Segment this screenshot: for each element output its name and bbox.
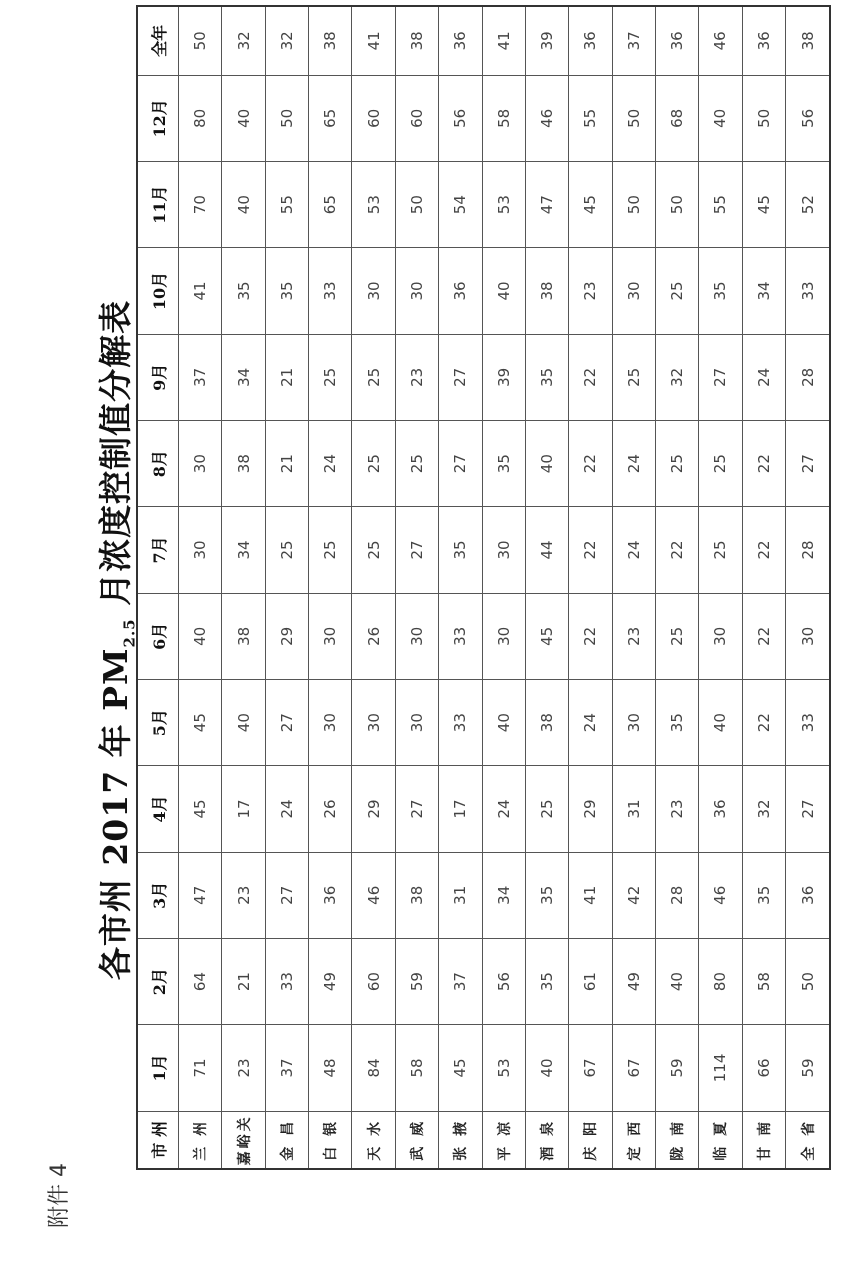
table-cell: 40 <box>699 75 742 161</box>
table-cell: 25 <box>699 507 742 593</box>
table-cell: 39 <box>525 6 568 75</box>
table-cell: 70 <box>179 162 222 248</box>
table-cell: 35 <box>222 248 265 334</box>
table-cell: 71 <box>179 1025 222 1111</box>
table-cell: 30 <box>482 507 525 593</box>
table-cell: 22 <box>655 507 698 593</box>
table-cell: 47 <box>525 162 568 248</box>
table-cell: 33 <box>309 248 352 334</box>
table-cell: 23 <box>395 334 438 420</box>
table-cell: 25 <box>699 420 742 506</box>
table-cell: 25 <box>655 593 698 679</box>
row-city-name: 武 威 <box>395 1111 438 1169</box>
table-cell: 41 <box>179 248 222 334</box>
table-cell: 41 <box>352 6 395 75</box>
table-cell: 38 <box>222 420 265 506</box>
table-cell: 65 <box>309 75 352 161</box>
table-cell: 24 <box>309 420 352 506</box>
table-cell: 22 <box>742 507 785 593</box>
table-cell: 35 <box>439 507 482 593</box>
table-cell: 25 <box>352 507 395 593</box>
table-cell: 41 <box>569 852 612 938</box>
table-row <box>786 6 830 1169</box>
table-cell: 32 <box>655 334 698 420</box>
table-cell: 37 <box>439 938 482 1024</box>
table-cell: 23 <box>612 593 655 679</box>
table-cell: 35 <box>525 852 568 938</box>
table-cell: 60 <box>395 75 438 161</box>
title-suffix: 月浓度控制值分解表 <box>96 299 135 619</box>
table-cell: 25 <box>309 507 352 593</box>
table-row <box>352 6 395 1169</box>
table-cell: 55 <box>699 162 742 248</box>
table-cell: 67 <box>612 1025 655 1111</box>
table-row <box>525 6 568 1169</box>
table-cell: 40 <box>222 162 265 248</box>
row-city-name: 张 掖 <box>439 1111 482 1169</box>
table-cell: 35 <box>525 938 568 1024</box>
table-cell: 36 <box>439 6 482 75</box>
table-cell: 56 <box>786 75 830 161</box>
table-cell: 27 <box>699 334 742 420</box>
table-cell: 22 <box>569 334 612 420</box>
table-cell: 37 <box>612 6 655 75</box>
table-cell: 24 <box>482 766 525 852</box>
table-cell: 24 <box>612 507 655 593</box>
table-cell: 46 <box>699 6 742 75</box>
table-cell: 38 <box>395 6 438 75</box>
column-header: 2月 <box>137 938 179 1024</box>
table-cell: 17 <box>439 766 482 852</box>
table-cell: 28 <box>786 507 830 593</box>
table-cell: 31 <box>439 852 482 938</box>
table-cell: 84 <box>352 1025 395 1111</box>
table-cell: 80 <box>699 938 742 1024</box>
table-cell: 42 <box>612 852 655 938</box>
table-cell: 22 <box>742 420 785 506</box>
table-cell: 24 <box>612 420 655 506</box>
column-header: 1月 <box>137 1025 179 1111</box>
table-cell: 40 <box>222 679 265 765</box>
table-cell: 46 <box>352 852 395 938</box>
table-cell: 30 <box>395 679 438 765</box>
table-cell: 55 <box>569 75 612 161</box>
table-cell: 34 <box>482 852 525 938</box>
table-cell: 46 <box>699 852 742 938</box>
table-cell: 24 <box>742 334 785 420</box>
table-cell: 67 <box>569 1025 612 1111</box>
table-cell: 34 <box>742 248 785 334</box>
pm25-monthly-table <box>136 5 831 1170</box>
table-cell: 45 <box>439 1025 482 1111</box>
table-cell: 59 <box>655 1025 698 1111</box>
table-cell: 58 <box>742 938 785 1024</box>
table-cell: 25 <box>655 420 698 506</box>
table-cell: 35 <box>525 334 568 420</box>
table-cell: 45 <box>179 679 222 765</box>
table-cell: 53 <box>352 162 395 248</box>
table-cell: 23 <box>222 852 265 938</box>
table-cell: 31 <box>612 766 655 852</box>
table-cell: 33 <box>265 938 308 1024</box>
table-cell: 37 <box>179 334 222 420</box>
row-city-name: 金 昌 <box>265 1111 308 1169</box>
table-row <box>699 6 742 1169</box>
row-city-name: 嘉峪关 <box>222 1111 265 1169</box>
row-city-name: 甘 南 <box>742 1111 785 1169</box>
title-subscript: 2.5 <box>120 618 139 648</box>
table-cell: 30 <box>352 679 395 765</box>
table-cell: 35 <box>265 248 308 334</box>
attachment-label: 附件 4 <box>47 1163 72 1228</box>
table-cell: 25 <box>612 334 655 420</box>
table-cell: 50 <box>786 938 830 1024</box>
table-cell: 25 <box>352 420 395 506</box>
table-cell: 27 <box>265 852 308 938</box>
table-cell: 54 <box>439 162 482 248</box>
table-cell: 55 <box>265 162 308 248</box>
table-cell: 21 <box>265 334 308 420</box>
table-cell: 32 <box>742 766 785 852</box>
table-cell: 44 <box>525 507 568 593</box>
table-cell: 52 <box>786 162 830 248</box>
table-cell: 50 <box>742 75 785 161</box>
table-cell: 30 <box>612 679 655 765</box>
table-row <box>569 6 612 1169</box>
table-cell: 23 <box>655 766 698 852</box>
table-cell: 28 <box>786 334 830 420</box>
table-row <box>482 6 525 1169</box>
table-cell: 27 <box>395 766 438 852</box>
row-city-name: 平 凉 <box>482 1111 525 1169</box>
column-header: 8月 <box>137 420 179 506</box>
table-cell: 27 <box>265 679 308 765</box>
column-header: 9月 <box>137 334 179 420</box>
table-cell: 40 <box>655 938 698 1024</box>
table-cell: 30 <box>309 679 352 765</box>
table-cell: 38 <box>222 593 265 679</box>
table-cell: 38 <box>309 6 352 75</box>
table-cell: 40 <box>525 1025 568 1111</box>
table-cell: 56 <box>482 938 525 1024</box>
row-city-name: 陇 南 <box>655 1111 698 1169</box>
table-cell: 30 <box>179 420 222 506</box>
table-cell: 26 <box>309 766 352 852</box>
column-header: 3月 <box>137 852 179 938</box>
table-cell: 50 <box>395 162 438 248</box>
table-cell: 36 <box>309 852 352 938</box>
table-title <box>90 0 139 1280</box>
table-cell: 45 <box>569 162 612 248</box>
table-cell: 59 <box>786 1025 830 1111</box>
table-cell: 33 <box>786 679 830 765</box>
table-cell: 36 <box>569 6 612 75</box>
table-cell: 40 <box>179 593 222 679</box>
table-cell: 37 <box>265 1025 308 1111</box>
table-cell: 36 <box>742 6 785 75</box>
column-header: 全年 <box>137 6 179 75</box>
column-header-city: 市 州 <box>137 1111 179 1169</box>
table-cell: 30 <box>612 248 655 334</box>
table-cell: 28 <box>655 852 698 938</box>
table-cell: 41 <box>482 6 525 75</box>
table-cell: 25 <box>395 420 438 506</box>
row-city-name: 定 西 <box>612 1111 655 1169</box>
table-row <box>439 6 482 1169</box>
table-cell: 25 <box>525 766 568 852</box>
table-cell: 22 <box>569 420 612 506</box>
table-row <box>179 6 222 1169</box>
table-cell: 40 <box>482 679 525 765</box>
column-header: 11月 <box>137 162 179 248</box>
table-cell: 32 <box>265 6 308 75</box>
table-cell: 27 <box>395 507 438 593</box>
table-cell: 50 <box>655 162 698 248</box>
table-row <box>612 6 655 1169</box>
table-cell: 30 <box>309 593 352 679</box>
row-city-name: 临 夏 <box>699 1111 742 1169</box>
table-cell: 49 <box>309 938 352 1024</box>
table-cell: 58 <box>395 1025 438 1111</box>
table-cell: 27 <box>439 420 482 506</box>
table-cell: 22 <box>569 593 612 679</box>
column-header: 10月 <box>137 248 179 334</box>
table-cell: 30 <box>352 248 395 334</box>
table-cell: 38 <box>395 852 438 938</box>
table-cell: 17 <box>222 766 265 852</box>
table-row <box>395 6 438 1169</box>
table-cell: 68 <box>655 75 698 161</box>
table-cell: 56 <box>439 75 482 161</box>
table-cell: 21 <box>265 420 308 506</box>
table-cell: 45 <box>179 766 222 852</box>
table-cell: 30 <box>395 248 438 334</box>
table-cell: 27 <box>786 420 830 506</box>
table-cell: 53 <box>482 1025 525 1111</box>
table-cell: 35 <box>655 679 698 765</box>
table-row <box>309 6 352 1169</box>
title-prefix: 各市州 2017 年 PM <box>96 647 135 981</box>
table-cell: 35 <box>742 852 785 938</box>
table-cell: 22 <box>742 679 785 765</box>
table-cell: 60 <box>352 938 395 1024</box>
row-city-name: 酒 泉 <box>525 1111 568 1169</box>
table-cell: 22 <box>569 507 612 593</box>
table-cell: 49 <box>612 938 655 1024</box>
table-cell: 59 <box>395 938 438 1024</box>
column-header: 5月 <box>137 679 179 765</box>
row-city-name: 全 省 <box>786 1111 830 1169</box>
table-cell: 50 <box>179 6 222 75</box>
table-cell: 48 <box>309 1025 352 1111</box>
table-cell: 29 <box>265 593 308 679</box>
table-cell: 53 <box>482 162 525 248</box>
table-cell: 35 <box>699 248 742 334</box>
table-cell: 38 <box>525 679 568 765</box>
row-city-name: 庆 阳 <box>569 1111 612 1169</box>
table-cell: 33 <box>439 679 482 765</box>
table-cell: 34 <box>222 507 265 593</box>
table-cell: 45 <box>525 593 568 679</box>
row-city-name: 白 银 <box>309 1111 352 1169</box>
table-cell: 61 <box>569 938 612 1024</box>
table-cell: 39 <box>482 334 525 420</box>
table-cell: 36 <box>655 6 698 75</box>
table-row <box>265 6 308 1169</box>
table-cell: 50 <box>265 75 308 161</box>
table-header-row <box>137 6 179 1169</box>
table-body <box>179 6 831 1169</box>
table-cell: 24 <box>265 766 308 852</box>
table-cell: 22 <box>742 593 785 679</box>
table-cell: 36 <box>439 248 482 334</box>
table-cell: 32 <box>222 6 265 75</box>
table-cell: 25 <box>309 334 352 420</box>
table-cell: 30 <box>179 507 222 593</box>
table-cell: 58 <box>482 75 525 161</box>
column-header: 6月 <box>137 593 179 679</box>
table-cell: 60 <box>352 75 395 161</box>
table-row <box>742 6 785 1169</box>
table-cell: 23 <box>222 1025 265 1111</box>
table-cell: 46 <box>525 75 568 161</box>
table-cell: 36 <box>786 852 830 938</box>
table-cell: 34 <box>222 334 265 420</box>
table-cell: 24 <box>569 679 612 765</box>
table-cell: 47 <box>179 852 222 938</box>
table-cell: 33 <box>786 248 830 334</box>
table-cell: 40 <box>699 679 742 765</box>
column-header: 12月 <box>137 75 179 161</box>
table-cell: 30 <box>395 593 438 679</box>
row-city-name: 兰 州 <box>179 1111 222 1169</box>
table-cell: 30 <box>786 593 830 679</box>
table-row <box>655 6 698 1169</box>
table-cell: 114 <box>699 1025 742 1111</box>
table-cell: 64 <box>179 938 222 1024</box>
table-cell: 33 <box>439 593 482 679</box>
table-cell: 21 <box>222 938 265 1024</box>
table-cell: 30 <box>482 593 525 679</box>
table-cell: 29 <box>352 766 395 852</box>
table-cell: 50 <box>612 162 655 248</box>
table-cell: 27 <box>439 334 482 420</box>
table-cell: 35 <box>482 420 525 506</box>
table-cell: 45 <box>742 162 785 248</box>
table-row <box>222 6 265 1169</box>
table-cell: 40 <box>222 75 265 161</box>
table-cell: 29 <box>569 766 612 852</box>
table-cell: 25 <box>265 507 308 593</box>
table-cell: 38 <box>786 6 830 75</box>
table-cell: 50 <box>612 75 655 161</box>
table-cell: 40 <box>482 248 525 334</box>
table-cell: 25 <box>352 334 395 420</box>
table-cell: 38 <box>525 248 568 334</box>
table-cell: 36 <box>699 766 742 852</box>
table-cell: 23 <box>569 248 612 334</box>
column-header: 4月 <box>137 766 179 852</box>
table-cell: 25 <box>655 248 698 334</box>
table-cell: 66 <box>742 1025 785 1111</box>
table-cell: 30 <box>699 593 742 679</box>
row-city-name: 天 水 <box>352 1111 395 1169</box>
column-header: 7月 <box>137 507 179 593</box>
table-cell: 40 <box>525 420 568 506</box>
table-cell: 65 <box>309 162 352 248</box>
table-cell: 26 <box>352 593 395 679</box>
table-cell: 80 <box>179 75 222 161</box>
table-cell: 27 <box>786 766 830 852</box>
